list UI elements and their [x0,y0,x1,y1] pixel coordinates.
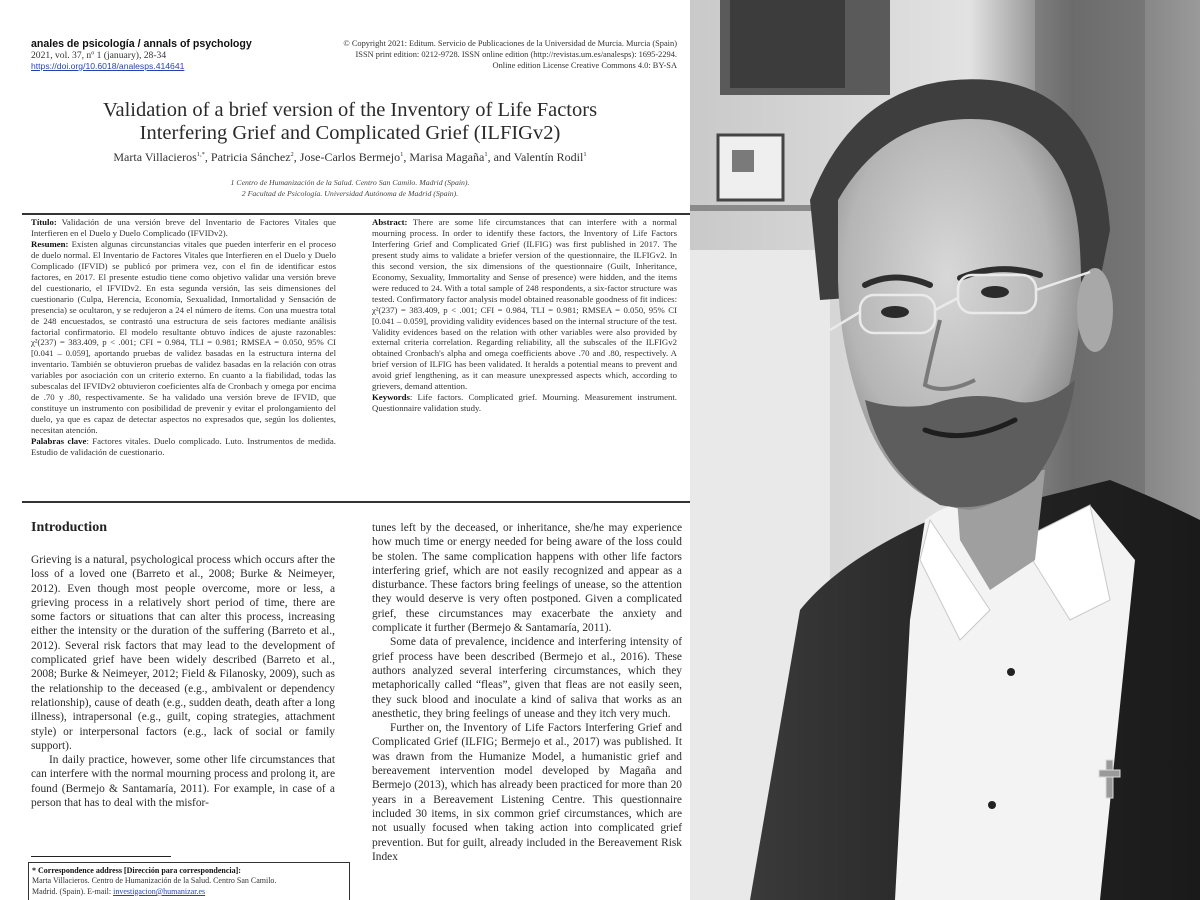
shirt-button [988,801,996,809]
issn-line: ISSN print edition: 0212-9728. ISSN online edition (http://revistas.um.es/analesps): 1695-2294. [355,50,677,59]
article-title [40,99,660,145]
qr-code [732,150,754,172]
portrait-photo-icon [690,0,1200,900]
divider [22,213,690,215]
spanish-abstract [31,217,336,458]
ear [1077,268,1113,352]
paragraph: In daily practice, however, some other life circumstances that can interfere with the normal mourning process and prolong it, are found (Bermejo & Santamaría, 2011). For example, in case of a person that has to deal with the misfor- [31,754,335,810]
author-list [20,150,680,165]
footnote-address: Marta Villacieros. Centro de Humanización de la Salud. Centro San Camilo. [32,876,277,886]
titulo-label: Título: [31,217,57,227]
license-line: Online edition License Creative Commons 4.0: BY-SA [492,61,677,70]
resumen-label: Resumen: [31,238,69,249]
section-heading: Introduction [31,520,107,535]
eye-right [981,286,1009,298]
paragraph: tunes left by the deceased, or inheritance, she/he may experience how much time or energy needed for being aware of the loss could be stolen. The same complication happens with other life factors interfering grief, which are not easily recognized and appear as a disturbance. These factors bring feelings of unease, so the attention they would deserve is very often postponed. Given a complicated grief, these circumstances may exacerbate the anxiety and complicate it further (Bermejo & Santamaría, 2011). [372,522,682,635]
copyright-line: © Copyright 2021: Editum. Servicio de Publicaciones de la Universidad de Murcia. Murcia (Spain) [343,39,677,48]
english-abstract [372,217,677,414]
eye-left [881,306,909,318]
author: Marisa Magaña$^1$, and [409,150,514,164]
resumen-text: Existen algunas circunstancias vitales que pueden interferir en el proceso de duelo normal. El Inventario de Factores Vitales que Interfieren en el Duelo y Duelo Complicado (IFVID) se publicó por primera vez, con el fin de identificar estos factores, en 2017. El presente estudio tiene como objetivo validar una versión breve del cuestionario, el IFVIDv2. En esta segunda versión, las seis dimensiones del cuestionario (Culpa, Herencia, Economía, Sexualidad, Inmortalidad y Sensación de presencia) se ocultaron, y se redujeron a 24 el número de ítems. Con una muestra total de 248 encuestados, se contrastó una estructura de seis factores mediante análisis factorial confirmatorio. El modelo resultante obtuvo índices de ajuste razonables: χ²(237) = 383.409, p < .001; CFI = 0.984, TLI = 0.981; RMSEA = 0.050, 95% CI [0.041 – 0.059], aportando pruebas de validez basadas en la estructura interna del inventario. También se obtuvieron pruebas de validez basadas en la relación con otras variables por asociación con un criterio externo. En cuanto a la fiabilidad, todas las subescalas del IFVIDv2 obtuvieron coeficientes alfa de Cronbach y omega por encima de .70 y .80, respectivamente. Se ha validado una versión breve de IFVID, que constituye un instrumento con posibilidad de prevenir y evitar el prolongamiento del duelo, ya que es capaz de detectar aspectos no expresados que, según los dolientes, necesitan atención. [31,238,336,436]
paragraph: Grieving is a natural, psychological process which occurs after the loss of a loved one (Barreto et al., 2008; Burke & Neimeyer, 2012). Even though most people overcome, more or less, a grieving process in a relatively short period of time, there are some factors or situations that can alter this process, increasing either the intensity or the duration of the suffering (Barreto et al., 2012). Several risk factors that may lead to the development of complicated grief have been widely described (Barreto et al., 2008; Burke & Neimeyer, 2012; Field & Filanosky, 2009), such as the relationship to the deceased (e.g., ambivalent or dependency relationship), cause of death (e.g., sudden death, death after a long illness), intrapersonal (e.g., guilt, coping strategies, attachment style) or interpersonal factors (e.g., lack of social or family support). [31,554,335,752]
author: Jose-Carlos Bermejo$^1$, [299,150,410,164]
divider [22,501,690,503]
abstract-label: Abstract: [372,217,408,227]
titulo-text: Validación de una versión breve del Inventario de Factores Vitales que Interfieren en el Duelo y Duelo Complicado (IFVIDv2). [31,217,336,238]
footnote-location: Madrid. (Spain). E-mail: [32,886,114,896]
journal-volume: 2021, vol. 37, nº 1 (january), 28-34 [31,50,167,61]
palabras-clave-label: Palabras clave [31,436,87,447]
author: Marta Villacieros$^{1,*}$, [113,150,211,164]
affiliation: 1 Centro de Humanización de la Salud. Centro San Camilo. Madrid (Spain). [230,178,470,187]
correspondence-footnote [28,862,350,900]
affiliation: 2 Facultad de Psicología. Universidad Autónoma de Madrid (Spain). [241,188,459,198]
keywords-text: : Life factors. Complicated grief. Mourning. Measurement instrument. Questionnaire validation study. [372,392,677,414]
doi-link[interactable]: https://doi.org/10.6018/analesps.414641 [31,61,185,71]
author: Valentín Rodil$^1$ [513,150,587,164]
body-column-right [372,521,682,864]
title-line: Validation of a brief version of the Inventory of Life Factors [102,99,598,121]
abstract-text: There are some life circumstances that can interfere with a normal mourning process. In order to identify these factors, the Inventory of Life Factors Interfering Grief and Complicated Grief (ILFIG) was first published in 2017. The present study aims to validate a briefer version of the questionnaire, the ILFIGv2. In this second version, the six dimensions of the questionnaire (Guilt, Inheritance, Economy, Sexuality, Immortality and Sense of presence) were hidden, and the items were reduced to 24. With a total sample of 248 respondents, a six-factor structure was tested. Confirmatory factor analysis model obtained reasonable goodness of fit indices: χ²(237) = 383.409, p < .001; CFI = 0.984, TLI = 0.981; RMSEA = 0.050, 95% CI [0.041 – 0.059], providing validity evidences based on the internal structure of the test. Validity evidences based on the relation with other variables were also provided by external criteria correlation. Regarding reliability, all the subscales of the ILFIGv2 obtained Cronbach's alpha and omega coefficients above .70 and .80, respectively. A brief version of ILFIG has been validated. It heralds a potential means to prevent and avoid grief lengthening, as it can measure unexpressed aspects which, according to grievers, demand attention. [372,217,677,392]
journal-header [31,38,331,72]
portrait-photo [690,0,1200,900]
palabras-clave-text: : Factores vitales. Duelo complicado. Luto. Instrumentos de medida. Estudio de validación de cuestionario. [31,436,336,458]
shirt-button [1007,668,1015,676]
keywords-label: Keywords [372,392,410,403]
paragraph: Some data of prevalence, incidence and interfering intensity of grief process have been described (Bermejo et al., 2016). These authors analyzed several interfering circumstances, which they metaphorically called “fleas”, given that fleas are not easily seen, they suck blood and inoculate a kind of saliva that works as an anesthetic, they bring feelings of unease and they itch very much. [372,636,682,720]
footnote-divider [31,856,171,857]
body-column-left [31,553,335,810]
title-line: Interfering Grief and Complicated Grief (ILFIGv2) [139,122,561,144]
copyright-notice [297,38,677,71]
email-link[interactable]: investigacion@humanizar.es [113,886,206,896]
paragraph: Further on, the Inventory of Life Factors Interfering Grief and Complicated Grief (ILFIG; Bermejo et al., 2017) was published. It was drawn from the Humanize Model, a humanistic grief and bereavement intervention model developed by Magaña and Bermejo (2013), which has already been practiced for more than 20 years in a Bereavement Listening Centre. This questionnaire included 30 items, in six common grief circumstances, which are not usually focused when taking action into complicated grief prevention. But for guilt, already included in the Bereavement Risk Index [372,722,682,863]
author: Patricia Sánchez$^2$, [210,150,300,164]
footnote-label: * Correspondence address [Dirección para correspondencia]: [32,866,241,875]
wall-picture-inner [730,0,845,88]
journal-name: anales de psicología / annals of psychology [31,38,252,50]
affiliations [40,178,660,199]
